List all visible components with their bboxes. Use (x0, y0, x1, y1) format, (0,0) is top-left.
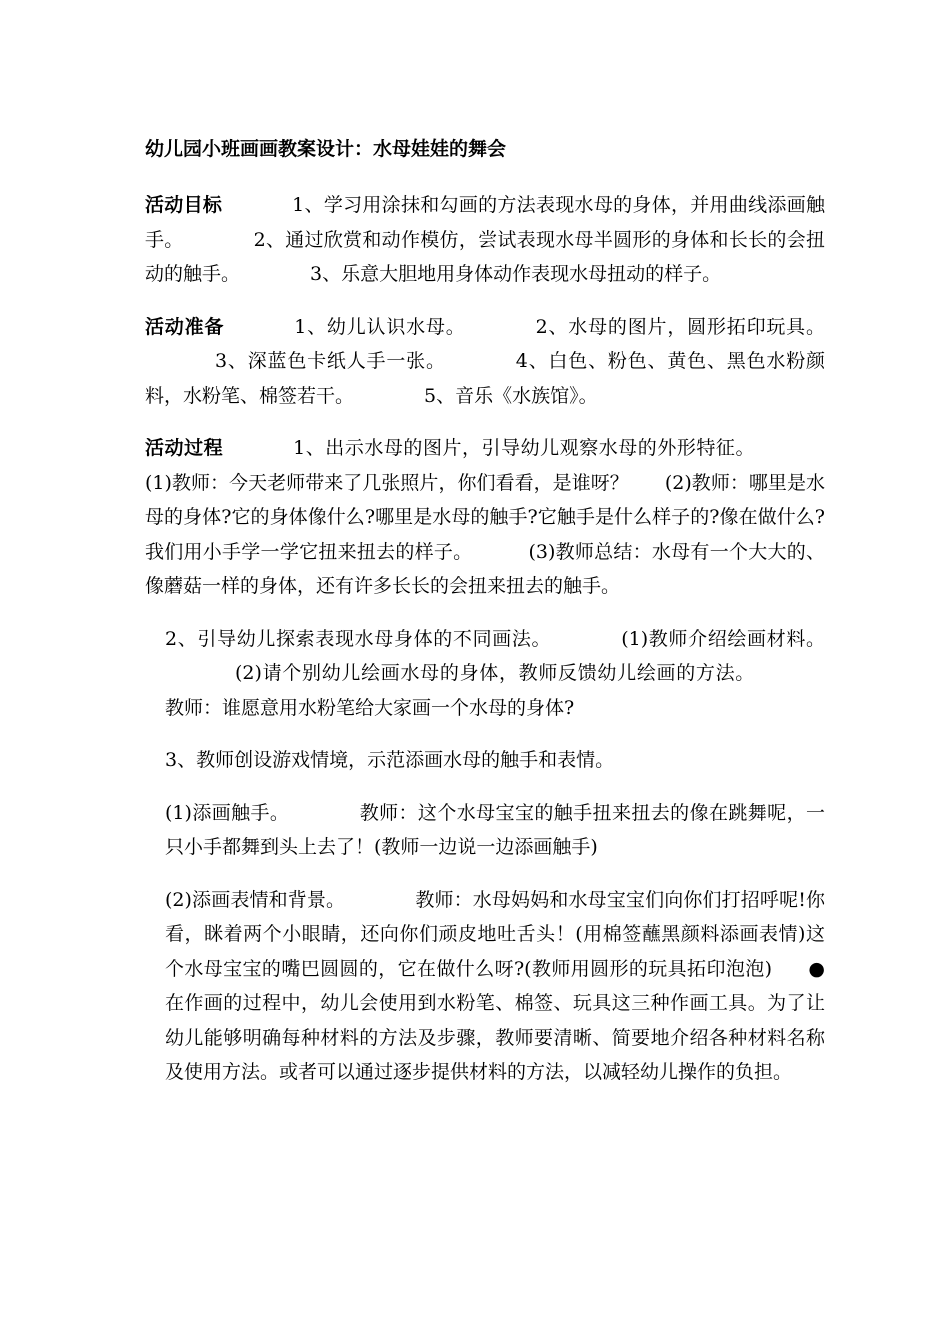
process-step1-detail: (3)教师总结：水母有一个大大的、像蘑菇一样的身体，还有许多长长的会扭来扭去的触手。 (145, 540, 825, 597)
goals-heading: 活动目标 (145, 194, 223, 216)
prep-item: 2、水母的图片，圆形拓印玩具。 (535, 315, 825, 338)
section-prep (145, 310, 825, 414)
process-note: ●在作画的过程中，幼儿会使用到水粉笔、棉签、玩具这三种作画工具。为了让幼儿能够明确每种材料的方法及步骤，教师要清晰、简要地介绍各种材料名称及使用方法。或者可以通过逐步提供材料的方法，以减轻幼儿操作的负担。 (165, 957, 825, 1083)
section-process-step3 (145, 743, 825, 778)
goal-item: 1、学习用涂抹和勾画的方法表现水母的身体，并用曲线添画触手。 (145, 194, 825, 251)
process-step3-sub1-label: (1)添画触手。 (165, 801, 290, 824)
prep-item: 1、幼儿认识水母。 (294, 315, 466, 338)
process-step1-detail: (2)教师：哪里是水母的身体?它的身体像什么?哪里是水母的触手?它触手是什么样子的?像在做什么?我们用小手学一学它扭来扭去的样子。 (145, 471, 825, 563)
prep-item: 4、白色、粉色、黄色、黑色水粉颜料，水粉笔、棉签若干。 (145, 350, 826, 407)
section-process-step1 (145, 431, 825, 604)
prep-heading: 活动准备 (145, 315, 225, 338)
section-goals (145, 188, 825, 292)
goal-item: 2、通过欣赏和动作模仿，尝试表现水母半圆形的身体和长长的会扭动的触手。 (145, 228, 825, 285)
goal-item: 3、乐意大胆地用身体动作表现水母扭动的样子。 (310, 263, 722, 285)
process-step2-detail: (2)请个别幼儿绘画水母的身体，教师反馈幼儿绘画的方法。 (235, 662, 755, 684)
prep-item: 3、深蓝色卡纸人手一张。 (215, 350, 446, 372)
process-step1: 1、出示水母的图片，引导幼儿观察水母的外形特征。 (293, 437, 755, 459)
process-step3-sub2-label: (2)添画表情和背景。 (165, 888, 346, 911)
process-step3-sub1-text: 教师：这个水母宝宝的触手扭来扭去的像在跳舞呢，一只小手都舞到头上去了！(教师一边说一边添画触手) (165, 801, 825, 858)
prep-item: 5、音乐《水族馆》。 (424, 384, 598, 407)
process-step2-detail: (1)教师介绍绘画材料。 (621, 627, 825, 650)
section-process-step2 (145, 622, 825, 726)
process-step3-sub2-text: 教师：水母妈妈和水母宝宝们向你们打招呼呢!你看，眯着两个小眼睛，还向你们顽皮地吐舌头！(用棉签蘸黑颜料添画表情)这个水母宝宝的嘴巴圆圆的，它在做什么呀?(教师用圆形的玩具拓印泡泡) (165, 888, 825, 980)
process-heading: 活动过程 (145, 437, 224, 459)
process-step1-detail: (1)教师：今天老师带来了几张照片，你们看看，是谁呀？ (145, 471, 629, 494)
process-step2: 2、引导幼儿探索表现水母身体的不同画法。 (165, 627, 552, 650)
process-step2-question: 教师：谁愿意用水粉笔给大家画一个水母的身体? (165, 696, 575, 719)
section-process-step3-sub1 (145, 796, 825, 865)
document-title: 幼儿园小班画画教案设计：水母娃娃的舞会 (145, 138, 507, 160)
section-process-step3-sub2 (145, 883, 825, 1090)
document-page (145, 128, 825, 1108)
process-step3: 3、教师创设游戏情境，示范添画水母的触手和表情。 (165, 749, 615, 771)
